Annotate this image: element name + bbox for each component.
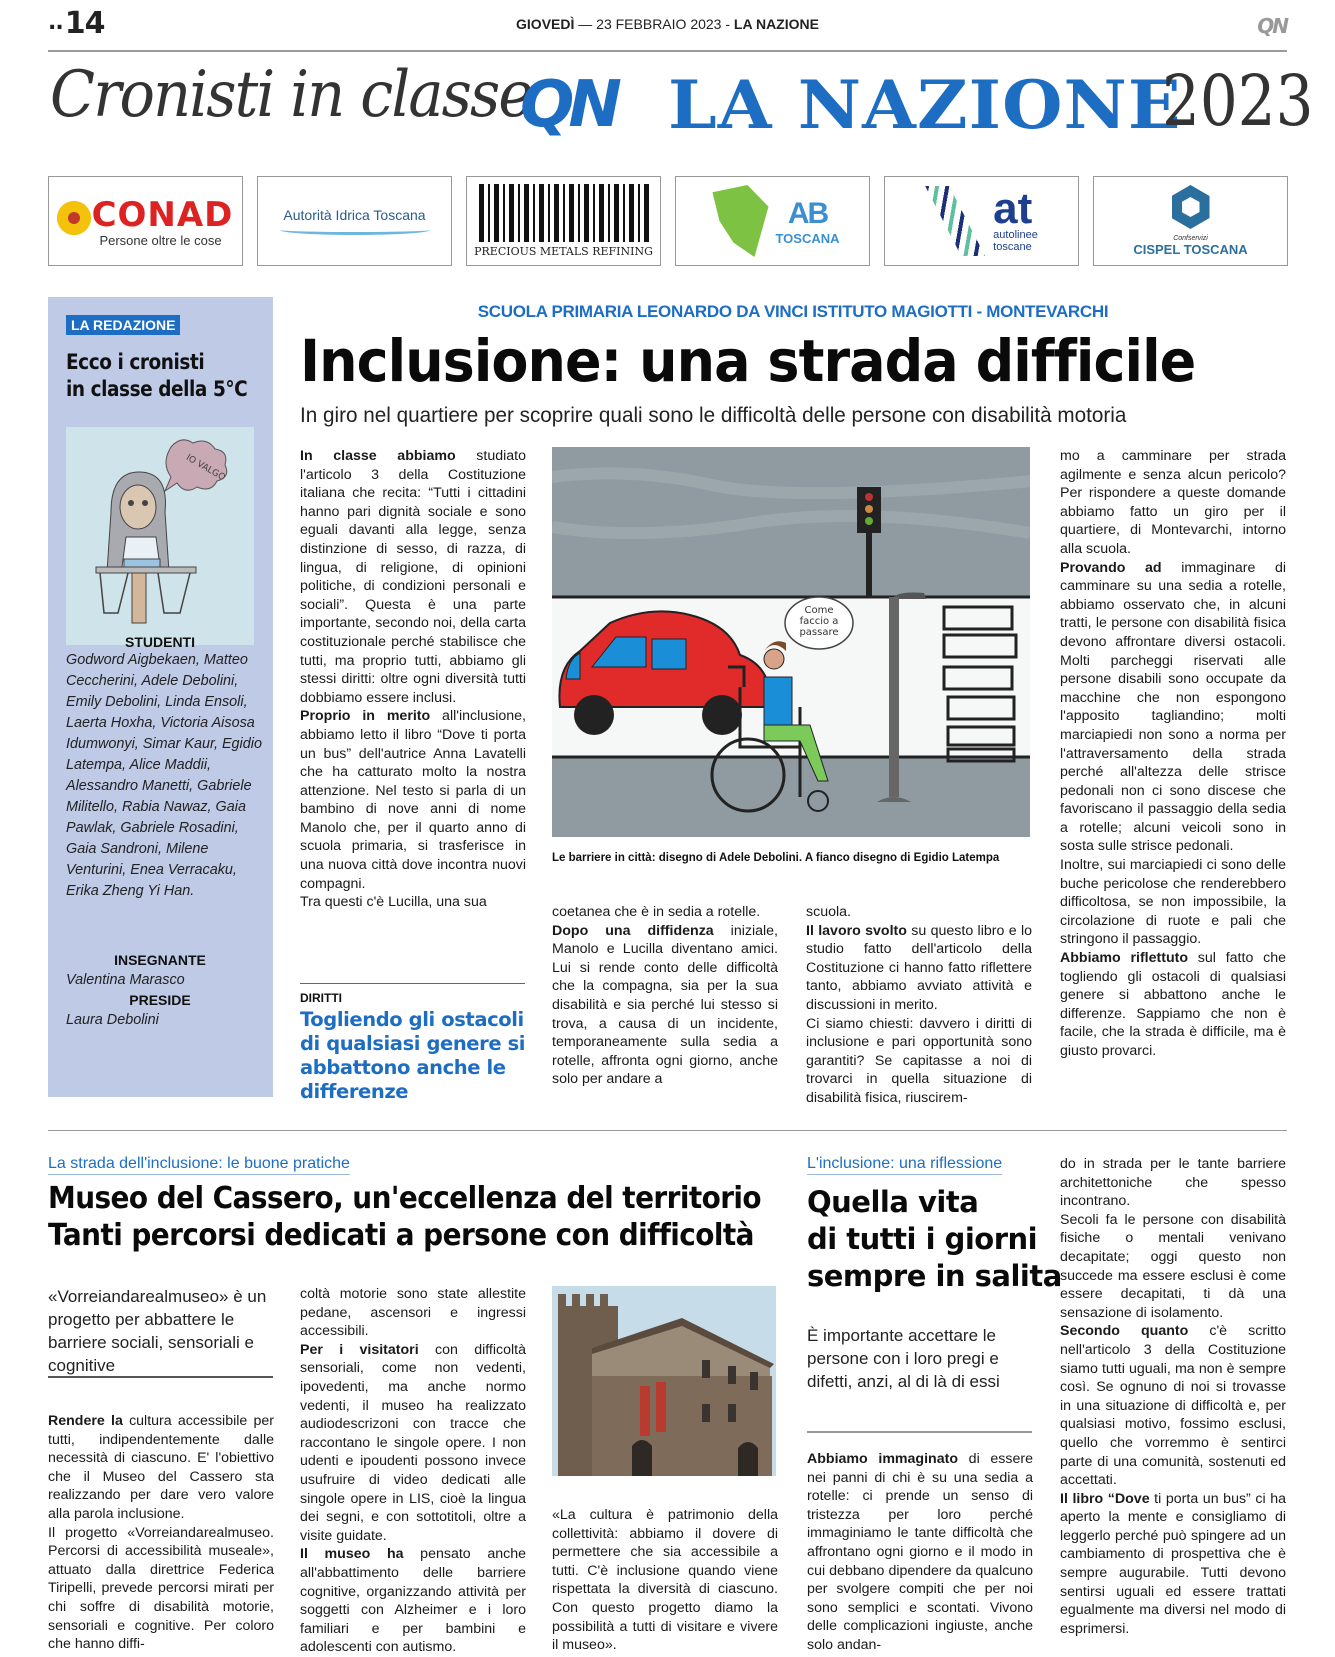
- paragraph-text: mo a camminare per strada agilmente e senza alcun pericolo? Per rispondere a queste domande abbiamo fatto un giro per il quartiere, di Montevarchi, intorno alla scuola.: [1060, 448, 1286, 557]
- paragraph: [1060, 1490, 1286, 1639]
- dateline: [0, 16, 1335, 32]
- paragraph-lead: Il libro “Dove: [1060, 1490, 1150, 1507]
- section-badge: LA REDAZIONE: [66, 315, 180, 335]
- sponsor-tagline: Persone oltre le cose: [99, 232, 222, 248]
- paragraph-text: cultura accessibile per tutti, indipendentemente dalle necessità di ciascuno. E' l'obiettivo che il Museo del Cassero sta realizzando per dare vero valore alla parola inclusione.: [48, 1413, 275, 1522]
- teacher-label: INSEGNANTE: [114, 952, 206, 968]
- paragraph: [1060, 949, 1286, 1061]
- sponsor-sub: autolinee: [993, 229, 1038, 241]
- divider: [300, 983, 525, 984]
- museo-tag: La strada dell'inclusione: le buone pratiche: [48, 1155, 350, 1175]
- paragraph-lead: Secondo quanto: [1060, 1323, 1189, 1340]
- paragraph: [1060, 1211, 1286, 1323]
- paragraph: [48, 1412, 274, 1524]
- divider: [807, 1431, 1032, 1433]
- sponsor-strip: [48, 176, 1288, 266]
- paragraph: [1060, 1155, 1286, 1211]
- paper-logo: LA NAZIONE: [668, 66, 1182, 144]
- paragraph-text: coltà motorie sono state allestite pedane, ascensori e ingressi accessibili.: [300, 1286, 526, 1340]
- tuscany-map-icon: [705, 185, 775, 257]
- vita-tag: L'inclusione: una riflessione: [807, 1155, 1002, 1175]
- museo-headline: [48, 1180, 761, 1254]
- paragraph-text: sul fatto che togliendo gli ostacoli di qualsiasi genere si abbattono anche le differenze. Sappiamo che non è facile, che la strada è difficile, ma è giusto provarci.: [1060, 950, 1286, 1059]
- divider: [48, 1376, 273, 1378]
- dash: —: [578, 16, 597, 32]
- girl-wheelchair-drawing: [66, 427, 254, 645]
- sponsor-cispel[interactable]: [1093, 176, 1288, 266]
- paragraph-text: Inoltre, sui marciapiedi ci sono delle buche pericolose che renderebbero difficoltosa, se non impossibile, la circolazione di ruote e pali che stringono il passaggio.: [1060, 857, 1286, 948]
- paragraph: [552, 922, 778, 1089]
- sponsor-autolinee-toscane[interactable]: [884, 176, 1079, 266]
- redazione-sidebar: [48, 297, 273, 1097]
- paragraph-text: pensato anche all'abbattimento delle barriere cognitive, organizzando attività per soggetti con Alzheimer e i loro familiari e per bambini e adolescenti con autismo.: [300, 1546, 526, 1656]
- sponsor-pre: Confservizi: [1173, 235, 1208, 242]
- page-number: ..14: [48, 6, 105, 41]
- child-drawing: [66, 427, 254, 645]
- paragraph-text: all'inclusione, abbiamo letto il libro “Dove ti porta un bus” dell'autrice Anna Lavatelli che ha catturato molto la nostra attenzione. Nel testo si parla di un bambino di nove anni di nome Manolo che, per il quarto anno di scuola primaria, si trasferisce in una nuova città dove incontra nuovi compagni.: [300, 708, 526, 892]
- article-column-3: [806, 903, 1032, 1108]
- paragraph-text: ti porta un bus” ci ha aperto la mente e consigliamo di leggerlo perché può spingere ad un cambiamento di prospettiva che è sempre augurabile. Tutti devono sentirsi uguali ed essere trattati egualmente ma diversi nel modo di esprimersi.: [1060, 1490, 1286, 1637]
- vita-headline-line: Quella vita: [807, 1185, 979, 1219]
- article-kicker: SCUOLA PRIMARIA LEONARDO DA VINCI ISTITUTO MAGIOTTI - MONTEVARCHI: [477, 302, 1109, 321]
- section-divider: [48, 1130, 1287, 1131]
- students-label: STUDENTI: [125, 634, 195, 650]
- dash: -: [725, 16, 734, 32]
- sponsor-name: at: [993, 184, 1033, 233]
- paragraph-text: coetanea che è in sedia a rotelle.: [552, 904, 761, 920]
- paragraph-lead: Proprio in merito: [300, 708, 431, 725]
- barcode-logo-icon: [479, 184, 649, 242]
- sponsor-name: Autorità Idrica Toscana: [283, 207, 426, 223]
- museo-headline-line: Museo del Cassero, un'eccellenza del territorio: [48, 1181, 762, 1216]
- hexagon-logo-icon: [1172, 185, 1210, 229]
- paragraph: [1060, 856, 1286, 949]
- vita-lead: È importante accettare le persone con i loro pregi e difetti, anzi, al di là di essi: [807, 1326, 1000, 1391]
- series-title: Cronisti in classe: [50, 58, 532, 132]
- sponsor-sub: TOSCANA: [775, 230, 840, 246]
- paragraph: [1060, 447, 1286, 559]
- cassero-building-photo: [552, 1286, 776, 1476]
- museo-lead: «Vorreiandarealmuseo» è un progetto per abbattere le barriere sociali, sensoriali e cognitive: [48, 1287, 267, 1375]
- box-label: DIRITTI: [300, 991, 342, 1005]
- museo-headline-line: Tanti percorsi dedicati a persone con difficoltà: [48, 1218, 754, 1253]
- sponsor-ait[interactable]: [257, 176, 452, 266]
- sponsor-sub: toscane: [993, 241, 1032, 253]
- paragraph-text: Tra questi c'è Lucilla, una sua: [300, 894, 487, 911]
- sidebar-title-line: in classe della 5°C: [66, 377, 248, 401]
- vita-column-2: [1060, 1155, 1286, 1638]
- day: GIOVEDÌ: [516, 16, 575, 32]
- paragraph-lead: Rendere la: [48, 1413, 123, 1429]
- article-column-4: [1060, 447, 1286, 1061]
- paragraph-lead: Il museo ha: [300, 1546, 404, 1563]
- museo-quote: [552, 1506, 778, 1655]
- paragraph: [300, 893, 526, 912]
- article-headline: Inclusione: una strada difficile: [300, 327, 1196, 395]
- flower-icon: [57, 201, 91, 235]
- date: 23 FEBBRAIO 2023: [596, 16, 722, 32]
- paragraph-text: Il progetto «Vorreiandarealmuseo. Percorsi di accessibilità museale», attuato dalla direttrice Federica Tiripelli, prevede percorsi mirati per chi soffre di disabilità motorie, sensoriali e cognitive. Per coloro che hanno diffi-: [48, 1524, 274, 1653]
- sponsor-name: AB: [787, 196, 828, 230]
- paragraph-text: studiato l'articolo 3 della Costituzione italiana che recita: “Tutti i cittadini hanno pari dignità sociale e sono eguali davanti alla legge, senza distinzione di sesso, di razza, di lingua, di religione, di opinioni politiche, di condizioni personali e sociali”. Questa è una parte importante, secondo noi, della carta costituzionale perché stabilisce che tutti, ma proprio tutti, abbiamo gli stessi diritti: oltre ogni diversità tutti dobbiamo essere inclusi.: [300, 448, 526, 706]
- paragraph: [300, 447, 526, 707]
- sponsor-name: PRECIOUS METALS REFINING: [474, 245, 653, 258]
- paragraph: [300, 1285, 526, 1341]
- box-headline: Togliendo gli ostacoli di qualsiasi genere si abbattono anche le differenze: [300, 1008, 526, 1103]
- paragraph-text: Ci siamo chiesti: davvero i diritti di inclusione e pari opportunità sono garantiti? Se capitasse a noi di trovarci in quella situazione di disabilità fisica, riuscirem-: [806, 1015, 1032, 1106]
- paragraph: [1060, 1322, 1286, 1489]
- paragraph: [806, 1015, 1032, 1108]
- illustration-caption: Le barriere in città: disegno di Adele Debolini. A fianco disegno di Egidio Latempa: [552, 852, 1000, 864]
- paragraph-text: Secoli fa le persone con disabilità fisiche o mentali venivano decapitate; oggi questo non succede ma essere esclusi è come essere decapitati, ti dà una sensazione di isolamento.: [1060, 1211, 1286, 1321]
- paragraph-lead: Il lavoro svolto: [806, 922, 907, 939]
- paragraph: [806, 922, 1032, 1015]
- paragraph-text: con difficoltà sensoriali, come non vedenti, ipovedenti, ma anche normo vedenti, il museo ha realizzato audiodescrizoni con tracce che raccontano le singole opere. I non udenti e ipoudenti possono invece usufruire di video dedicati alle singole opere in LIS, cioè la lingua dei segni, e con sottotitoli, oltre a visite guidate.: [300, 1341, 526, 1544]
- paper-name: LA NAZIONE: [733, 16, 819, 32]
- paragraph-text: iniziale, Manolo e Lucilla diventano amici. Lui si rende conto delle difficoltà che la compagna, sia per la sua disabilità e sia perché lui stesso si trova, a causa di un incidente, temporaneamente sulla sedia a rotelle, affronta ogni giorno, anche solo per andare a: [552, 922, 778, 1088]
- teacher-name: Valentina Marasco: [66, 972, 185, 988]
- paragraph-text: scuola.: [806, 904, 851, 920]
- paragraph-lead: Per i visitatori: [300, 1341, 419, 1358]
- vita-headline-line: di tutti i giorni: [807, 1222, 1038, 1256]
- quote-text: «La cultura è patrimonio della collettività: abbiamo il dovere di permettere che sia accessibile a tutti. C'è inclusione quando viene rispettata la diversità di ciascuno. Con questo progetto diamo la possibilità a tutti di visitare e vivere il museo».: [552, 1507, 778, 1654]
- museo-column-1: [48, 1412, 274, 1654]
- article-subhead: In giro nel quartiere per scoprire quali sono le difficoltà delle persone con disabilità motoria: [300, 404, 1127, 427]
- sidebar-title-line: Ecco i cronisti: [66, 350, 205, 374]
- stripes-logo-icon: [925, 186, 985, 256]
- sponsor-conad[interactable]: [48, 176, 243, 266]
- article-column-1: [300, 447, 526, 912]
- paragraph-text: su questo libro e lo studio fatto dell'articolo della Costituzione ci hanno fatto riflettere tanto, abbiamo avviato attività e discussioni in merito.: [806, 922, 1032, 1013]
- qn-logo: QN: [520, 68, 616, 142]
- vita-headline: [807, 1184, 1062, 1295]
- masthead-year: 2023: [1162, 60, 1314, 142]
- sponsor-ab-toscana[interactable]: [675, 176, 870, 266]
- principal-name: Laura Debolini: [66, 1012, 159, 1028]
- paragraph: [552, 903, 778, 922]
- paragraph-text: c'è scritto nell'articolo 3 della Costituzione siamo tutti uguali, ma non è sempre così. Se ognuno di noi si trovasse in una situazione di difficoltà e, per qualsiasi motivo, fossimo esclusi, quello che vorremmo è sentirci parte di una comunità, sostenuti ed accettati.: [1060, 1323, 1286, 1489]
- wave-icon: [280, 225, 430, 235]
- divider: [48, 50, 1287, 52]
- paragraph-text: do in strada per le tante barriere architettoniche che spesso incontrano.: [1060, 1156, 1286, 1210]
- article-column-2: [552, 903, 778, 1089]
- paragraph-text: immaginare di camminare su una sedia a rotelle, abbiamo osservato che, in alcuni tratti, le persone con disabilità fisica devono affrontare diversi ostacoli. Molti parcheggi riservati alle persone disabili sono occupate da macchine che non espongono l'apposito tagliandino; molti marciapiedi non sono a norma per l'attraversamento della strada perché all'altezza delle strisce pedonali non ci sono discese che favoriscano il passaggio della sedia a rotelle; alcuni veicoli sono in sosta sulle strisce pedonali.: [1060, 559, 1286, 855]
- paragraph-lead: Abbiamo riflettuto: [1060, 950, 1189, 967]
- qn-logo-small: QN: [1257, 14, 1287, 38]
- museo-photo: [552, 1286, 776, 1476]
- sponsor-pmr[interactable]: [466, 176, 661, 266]
- museo-column-2: [300, 1285, 526, 1657]
- students-list: Godword Aigbekaen, Matteo Ceccherini, Adele Debolini, Emily Debolini, Linda Ensoli, Laerta Hoxha, Victoria Aisosa Idumwonyi, Simar Kaur, Egidio Latempa, Alice Maddii, Alessandro Manetti, Gabriele Militello, Rabia Nawaz, Gaia Pawlak, Gabriele Rosadini, Gaia Sandroni, Milene Venturini, Enea Verracaku, Erika Zheng Yi Han.: [66, 652, 262, 899]
- drawing-speech-text: IO VALGO: [184, 452, 227, 484]
- paragraph: [300, 1545, 526, 1657]
- paragraph-lead: In classe abbiamo: [300, 448, 456, 464]
- article-illustration: [552, 447, 1030, 837]
- paragraph-lead: Provando ad: [1060, 559, 1162, 576]
- illustration-speech-text: Come faccio a passare: [799, 605, 839, 638]
- page-number-value: 14: [64, 6, 105, 41]
- vita-headline-line: sempre in salita: [807, 1259, 1062, 1293]
- paragraph: [48, 1524, 274, 1654]
- paragraph: [807, 1450, 1033, 1655]
- paragraph: [300, 707, 526, 893]
- paragraph: [806, 903, 1032, 922]
- paragraph-lead: Dopo una diffidenza: [552, 922, 714, 939]
- paragraph-text: di essere nei panni di chi è su una sedia a rotelle: ci prende un senso di tristezza per loro perché immaginiamo le tante difficoltà che affrontano ogni giorno e il modo in cui debbano dipendere da qualcuno per svolgere compiti che per noi sono semplici e scontati. Vivono delle complicazioni ingiuste, anche solo andan-: [807, 1451, 1033, 1653]
- principal-label: PRESIDE: [129, 992, 191, 1008]
- sponsor-name: CONAD: [91, 194, 234, 235]
- wheelchair-street-drawing: [552, 447, 1030, 837]
- sponsor-name: CISPEL TOSCANA: [1133, 242, 1248, 257]
- paragraph: [1060, 559, 1286, 857]
- paragraph: [300, 1341, 526, 1546]
- paragraph-lead: Abbiamo immaginato: [807, 1451, 958, 1467]
- vita-column-1: [807, 1450, 1033, 1655]
- sidebar-title: [66, 349, 247, 403]
